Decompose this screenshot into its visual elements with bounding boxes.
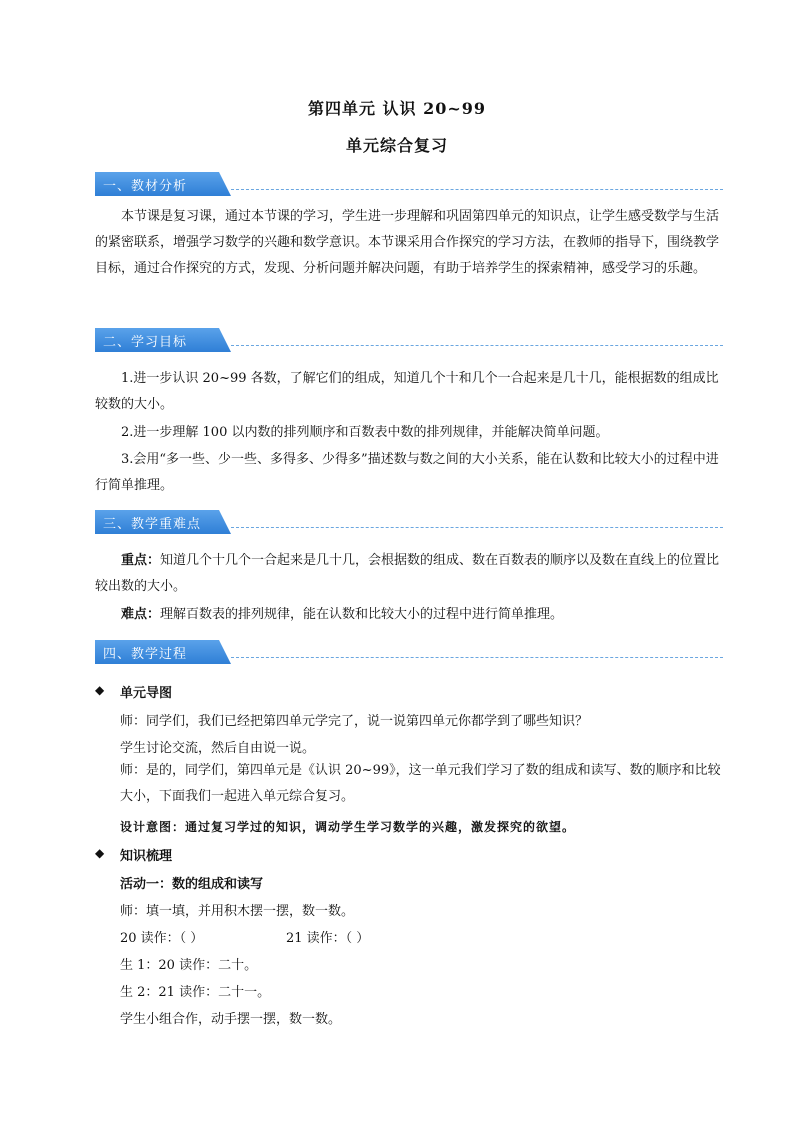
diamond-bullet-icon: ◆	[95, 683, 105, 697]
key-point-label: 重点：	[121, 553, 161, 568]
activity-1-heading: 活动一：数的组成和读写	[120, 877, 264, 892]
page-subtitle: 单元综合复习	[345, 136, 448, 155]
read-as-20: 20 读作：（ ）	[120, 931, 204, 946]
group-activity-line: 学生小组合作，动手摆一摆，数一数。	[120, 1012, 342, 1027]
section-label: 四、教学过程	[103, 647, 188, 662]
section-header-analysis	[95, 172, 723, 198]
knowledge-heading: 知识梳理	[120, 849, 173, 864]
analysis-paragraph: 本节课是复习课，通过本节课的学习，学生进一步理解和巩固第四单元的知识点，让学生感受数学与生活的紧密联系，增强学习数学的兴趣和数学意识。本节课采用合作探究的学习方法，在教师的指导下，围绕教学目标，通过合作探究的方式，发现、分析问题并解决问题，有助于培养学生的探索精神，感受学习的乐趣。	[95, 209, 720, 276]
difficult-point-label: 难点：	[121, 607, 161, 622]
section-header-keypoints	[95, 510, 723, 536]
section-divider	[231, 657, 723, 658]
section-header-process	[95, 640, 723, 666]
student-answer-2: 生 2：21 读作：二十一。	[120, 985, 271, 1000]
section-divider	[231, 345, 723, 346]
goal-1: 1.进一步认识 20~99 各数，了解它们的组成，知道几个十和几个一合起来是几十几，能根据数的组成比较数的大小。	[95, 371, 719, 412]
teacher-line-2: 师：是的，同学们，第四单元是《认识 20~99》，这一单元我们学习了数的组成和读写、数的顺序和比较大小，下面我们一起进入单元综合复习。	[120, 763, 721, 804]
teacher-line-1: 师：同学们，我们已经把第四单元学完了，说一说第四单元你都学到了哪些知识？	[120, 714, 589, 729]
design-note: 设计意图：通过复习学过的知识，调动学生学习数学的兴趣，激发探究的欲望。	[120, 820, 576, 834]
section-label: 二、学习目标	[103, 335, 188, 350]
difficult-point-text: 理解百数表的排列规律，能在认数和比较大小的过程中进行简单推理。	[160, 607, 564, 622]
section-label: 三、教学重难点	[103, 517, 202, 532]
read-as-21: 21 读作：（ ）	[286, 931, 370, 946]
unit-map-heading: 单元导图	[120, 686, 173, 701]
goal-2: 2.进一步理解 100 以内数的排列顺序和百数表中数的排列规律，并能解决简单问题。	[121, 425, 609, 440]
diamond-bullet-icon: ◆	[95, 846, 105, 860]
section-divider	[231, 527, 723, 528]
difficult-point	[95, 602, 723, 628]
section-divider	[231, 189, 723, 190]
section-header-goals	[95, 328, 723, 354]
student-answer-1: 生 1：20 读作：二十。	[120, 958, 258, 973]
student-line-1: 学生讨论交流，然后自由说一说。	[120, 741, 316, 756]
page-title: 第四单元 认识 20~99	[307, 99, 487, 118]
goal-3: 3.会用“多一些、少一些、多得多、少得多”描述数与数之间的大小关系，能在认数和比较大小的过程中进行简单推理。	[95, 452, 719, 493]
teacher-line-3: 师：填一填，并用积木摆一摆，数一数。	[120, 904, 355, 919]
key-point-text: 知道几个十几个一合起来是几十几，会根据数的组成、数在百数表的顺序以及数在直线上的位置比较出数的大小。	[95, 553, 720, 594]
section-label: 一、教材分析	[103, 179, 188, 194]
key-point	[95, 548, 723, 600]
